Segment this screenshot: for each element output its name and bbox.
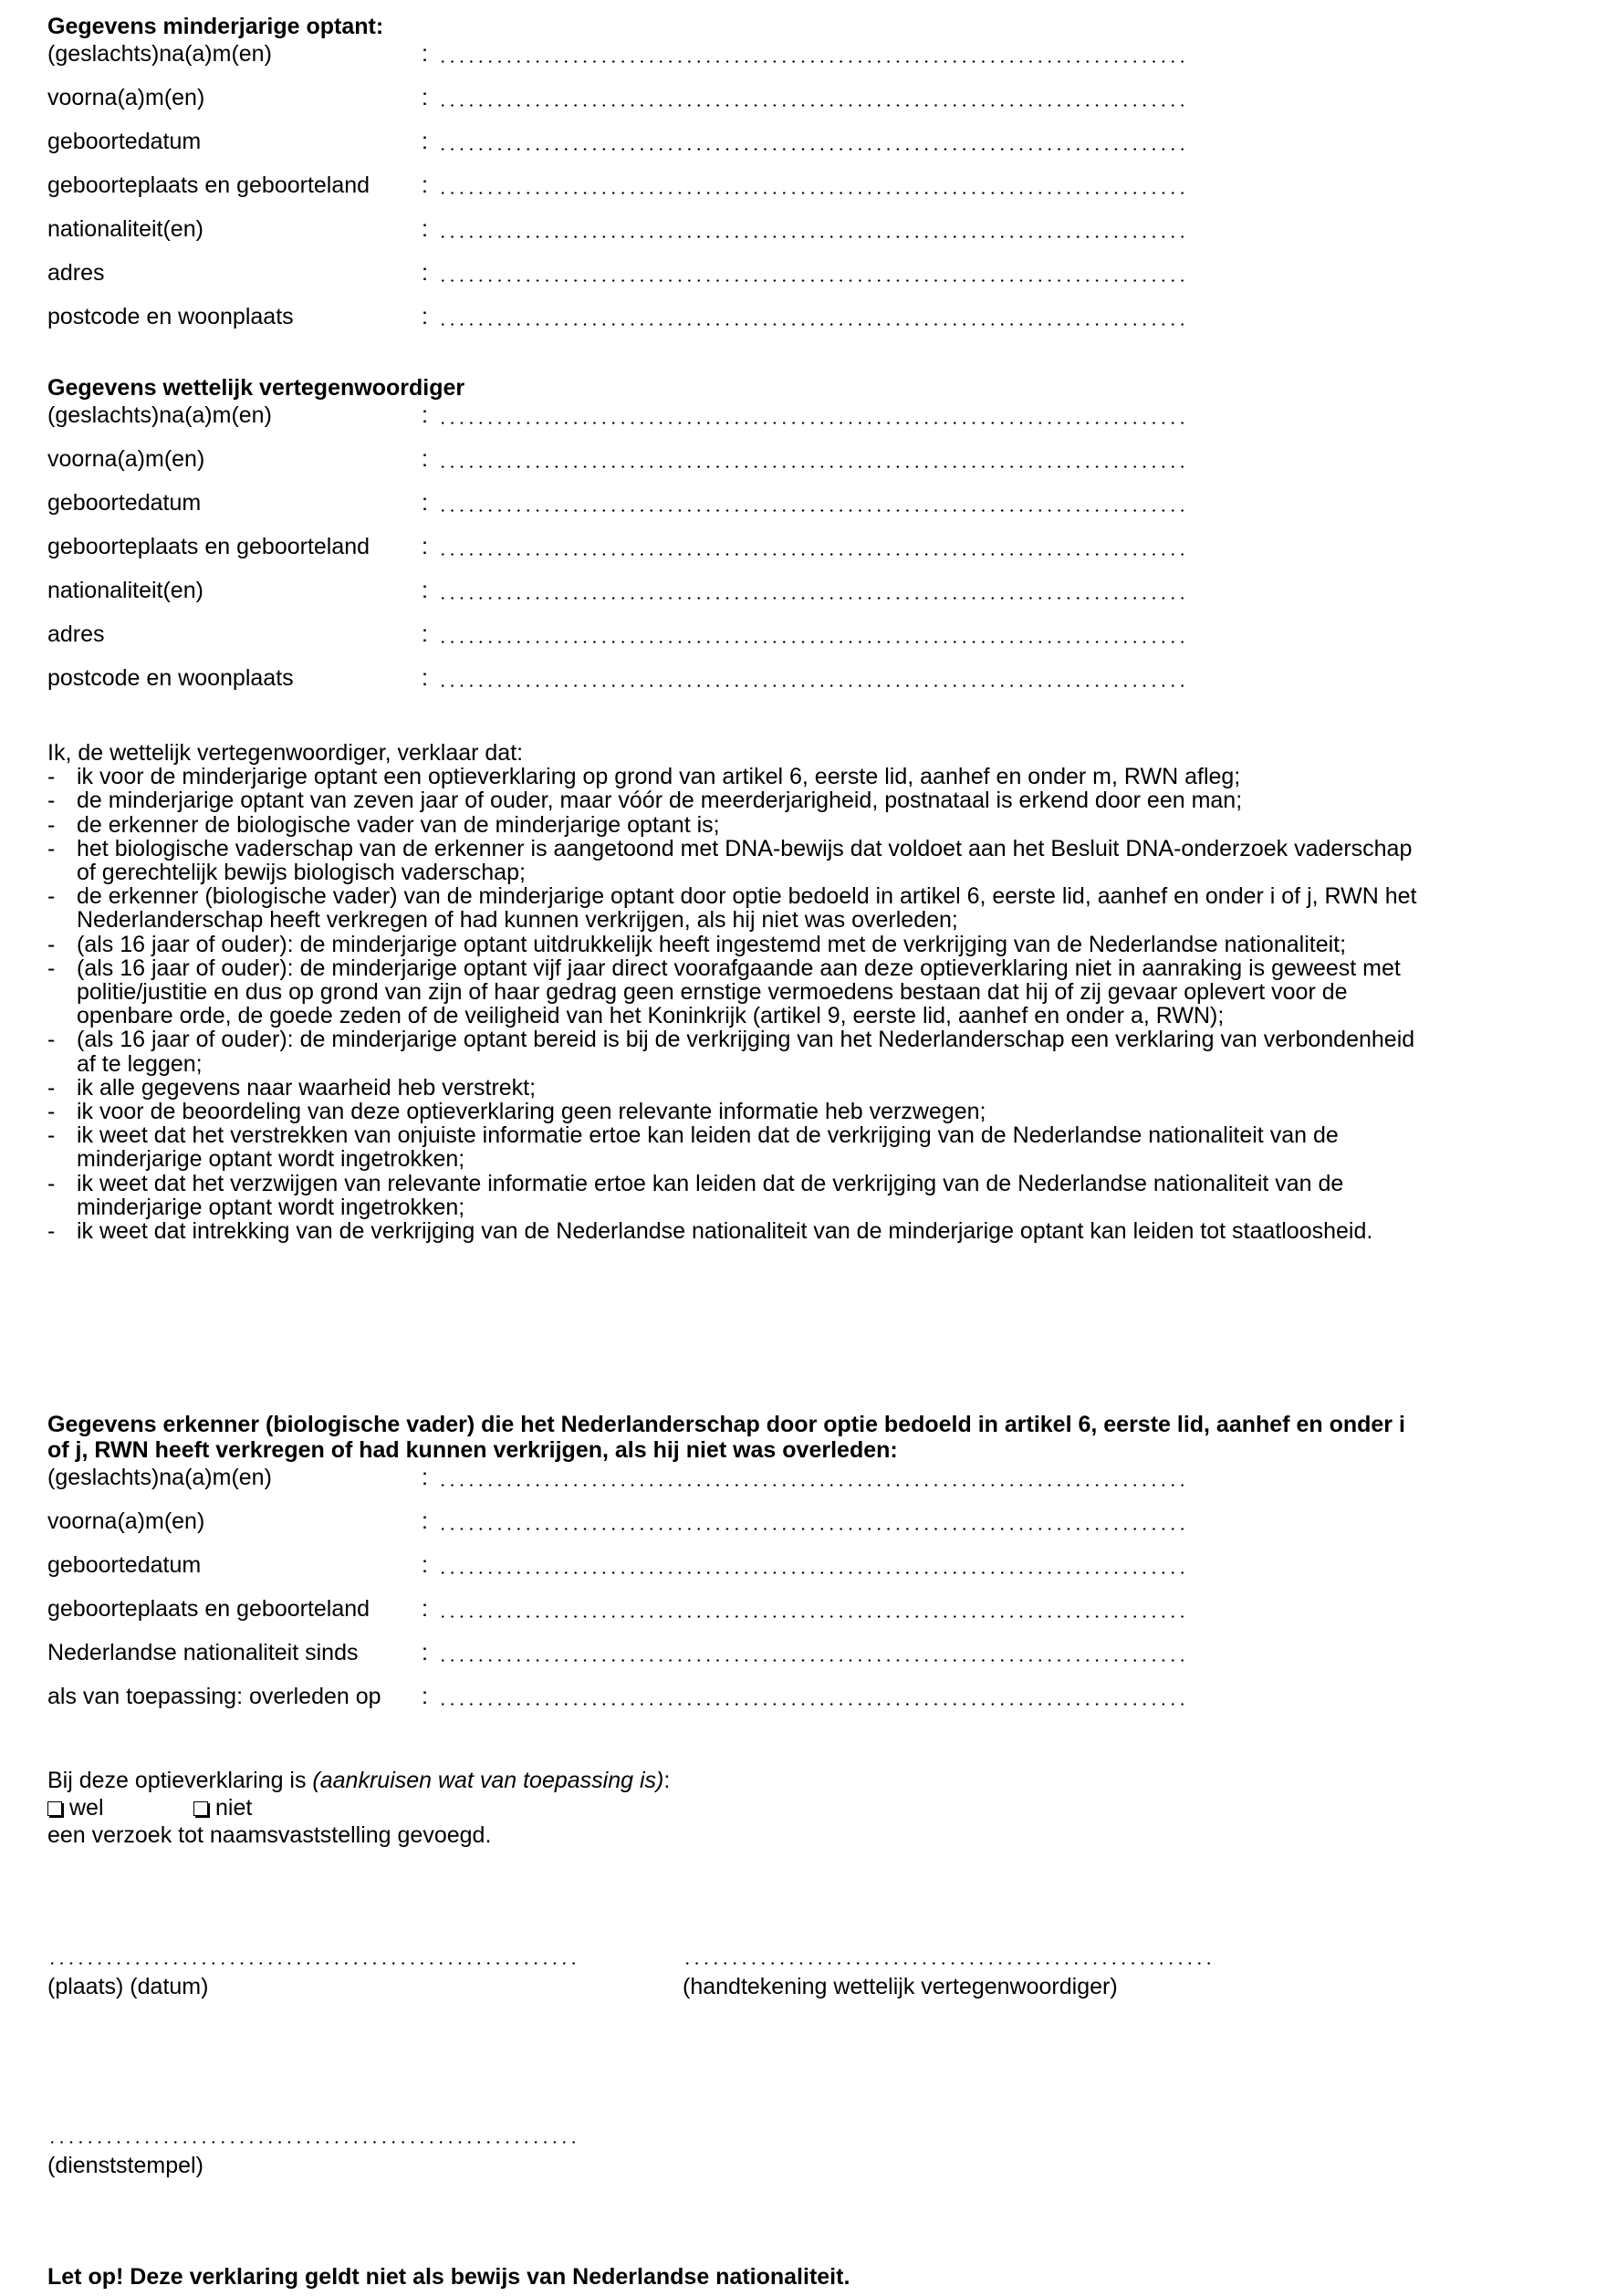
declaration-intro: Ik, de wettelijk vertegenwoordiger, verklaar dat: bbox=[47, 740, 524, 766]
minor-birthdate-field[interactable] bbox=[47, 128, 1197, 155]
field-label: adres bbox=[47, 621, 105, 647]
bullet-dash: - bbox=[47, 1122, 56, 1149]
rep-surname-field[interactable] bbox=[47, 402, 1197, 429]
minor-postcode-field[interactable] bbox=[47, 303, 1197, 330]
field-separator: : bbox=[422, 260, 428, 286]
bullet-dash: - bbox=[47, 1099, 56, 1125]
field-separator: : bbox=[422, 490, 428, 516]
place-date-label: (plaats) (datum) bbox=[47, 1974, 209, 1999]
father-surname-field[interactable] bbox=[47, 1464, 1197, 1491]
dotted-input-line[interactable] bbox=[438, 104, 1188, 107]
section-father-title-line1: Gegevens erkenner (biologische vader) die het Nederlanderschap door optie bedoeld in artikel 6, eerste lid, aanhef en onder i bbox=[47, 1412, 1405, 1437]
declaration-item bbox=[47, 1172, 1599, 1219]
field-separator: : bbox=[422, 665, 428, 691]
field-label: postcode en woonplaats bbox=[47, 304, 294, 329]
field-label: geboortedatum bbox=[47, 490, 202, 516]
bullet-dash: - bbox=[47, 1074, 56, 1101]
declaration-item-text: de erkenner (biologische vader) van de minderjarige optant door optie bedoeld in artikel 6, eerste lid, aanhef en onder i of j, RWN het Nederlanderschap heeft verkregen of had kunnen verkrijgen, als hij niet was overleden; bbox=[77, 883, 1417, 934]
father-deceased-on-field[interactable] bbox=[47, 1683, 1197, 1710]
section-representative-title: Gegevens wettelijk vertegenwoordiger bbox=[47, 375, 465, 401]
declaration-item bbox=[47, 1123, 1599, 1171]
field-separator: : bbox=[422, 172, 428, 198]
bullet-dash: - bbox=[47, 764, 56, 790]
declaration-item-text: het biologische vaderschap van de erkenner is aangetoond met DNA-bewijs dat voldoet aan het Besluit DNA-onderzoek vaderschap of gerechtelijk bewijs biologisch vaderschap; bbox=[77, 835, 1413, 886]
dotted-input-line[interactable] bbox=[438, 597, 1188, 600]
minor-firstnames-field[interactable] bbox=[47, 84, 1197, 111]
field-separator: : bbox=[422, 1640, 428, 1665]
field-separator: : bbox=[422, 1508, 428, 1534]
bullet-dash: - bbox=[47, 1218, 56, 1245]
rep-birthplace-field[interactable] bbox=[47, 533, 1197, 560]
declaration-item bbox=[47, 933, 1599, 956]
minor-birthplace-field[interactable] bbox=[47, 172, 1197, 199]
field-separator: : bbox=[422, 402, 428, 428]
field-label: (geslachts)na(a)m(en) bbox=[47, 1465, 272, 1490]
bullet-dash: - bbox=[47, 931, 56, 957]
stamp-line[interactable] bbox=[47, 2141, 581, 2144]
field-label: voorna(a)m(en) bbox=[47, 446, 205, 472]
declaration-item bbox=[47, 813, 1599, 837]
field-label: (geslachts)na(a)m(en) bbox=[47, 41, 272, 67]
dotted-input-line[interactable] bbox=[438, 641, 1188, 643]
dotted-input-line[interactable] bbox=[438, 279, 1188, 282]
bullet-dash: - bbox=[47, 1027, 56, 1053]
field-label: geboorteplaats en geboorteland bbox=[47, 172, 370, 198]
name-request-closing: een verzoek tot naamsvaststelling gevoegd. bbox=[47, 1822, 492, 1848]
field-separator: : bbox=[422, 446, 428, 472]
rep-address-field[interactable] bbox=[47, 621, 1197, 648]
rep-birthdate-field[interactable] bbox=[47, 489, 1197, 517]
rep-firstnames-field[interactable] bbox=[47, 445, 1197, 473]
section-father-title-line2: of j, RWN heeft verkregen of had kunnen verkrijgen, als hij niet was overleden: bbox=[47, 1437, 898, 1463]
checkbox-niet[interactable] bbox=[193, 1794, 252, 1821]
minor-surname-field[interactable] bbox=[47, 40, 1197, 68]
place-date-line[interactable] bbox=[47, 1962, 581, 1965]
declaration-item-text: de minderjarige optant van zeven jaar of ouder, maar vóór de meerderjarigheid, postnataal is erkend door een man; bbox=[77, 788, 1243, 814]
stamp-label: (dienststempel) bbox=[47, 2153, 203, 2178]
declaration-item-text: ik weet dat het verstrekken van onjuiste informatie ertoe kan leiden dat de verkrijging van de Nederlandse nationaliteit van de minderjarige optant wordt ingetrokken; bbox=[77, 1122, 1339, 1173]
rep-nationality-field[interactable] bbox=[47, 577, 1197, 604]
field-separator: : bbox=[422, 578, 428, 603]
dotted-input-line[interactable] bbox=[438, 1484, 1188, 1487]
field-label: Nederlandse nationaliteit sinds bbox=[47, 1640, 359, 1665]
father-birthplace-field[interactable] bbox=[47, 1595, 1197, 1623]
dotted-input-line[interactable] bbox=[438, 509, 1188, 512]
name-request-prefix: Bij deze optieverklaring is bbox=[47, 1768, 313, 1793]
dotted-input-line[interactable] bbox=[438, 1615, 1188, 1618]
declaration bbox=[47, 741, 1599, 1243]
father-birthdate-field[interactable] bbox=[47, 1551, 1197, 1579]
declaration-item-text: ik voor de beoordeling van deze optieverklaring geen relevante informatie heb verzwegen; bbox=[77, 1099, 986, 1125]
declaration-item-text: ik weet dat het verzwijgen van relevante informatie ertoe kan leiden dat de verkrijging van de Nederlandse nationaliteit van de minderjarige optant wordt ingetrokken; bbox=[77, 1170, 1344, 1220]
minor-address-field[interactable] bbox=[47, 259, 1197, 287]
dotted-input-line[interactable] bbox=[438, 684, 1188, 687]
bullet-dash: - bbox=[47, 1170, 56, 1196]
field-separator: : bbox=[422, 41, 428, 67]
field-label: geboorteplaats en geboorteland bbox=[47, 534, 370, 559]
declaration-item-text: (als 16 jaar of ouder): de minderjarige optant uitdrukkelijk heeft ingestemd met de verkrijging van de Nederlandse nationaliteit; bbox=[77, 931, 1347, 957]
field-label: (geslachts)na(a)m(en) bbox=[47, 402, 272, 428]
section-minor-title: Gegevens minderjarige optant: bbox=[47, 14, 384, 39]
declaration-item-text: (als 16 jaar of ouder): de minderjarige optant vijf jaar direct voorafgaande aan deze optieverklaring niet in aanraking is geweest met politie/justitie en dus op grond van zijn of haar gedrag geen ernstige vermoedens bestaan dat hij of zij gevaar oplevert voor de openbare orde, de goede zeden of de veiligheid van het Koninkrijk (artikel 9, eerste lid, aanhef en onder a, RWN); bbox=[77, 955, 1401, 1029]
field-separator: : bbox=[422, 621, 428, 647]
field-label: postcode en woonplaats bbox=[47, 665, 294, 691]
footer-notice: Let op! Deze verklaring geldt niet als bewijs van Nederlandse nationaliteit. bbox=[47, 2264, 850, 2290]
father-dutch-nationality-since-field[interactable] bbox=[47, 1639, 1197, 1666]
minor-nationality-field[interactable] bbox=[47, 215, 1197, 243]
field-label: geboorteplaats en geboorteland bbox=[47, 1596, 370, 1622]
field-label: als van toepassing: overleden op bbox=[47, 1684, 381, 1709]
checkbox-wel[interactable] bbox=[47, 1794, 104, 1821]
field-label: geboortedatum bbox=[47, 129, 202, 154]
name-request-instruction: (aankruisen wat van toepassing is) bbox=[312, 1768, 664, 1793]
field-label: voorna(a)m(en) bbox=[47, 1508, 205, 1534]
dotted-input-line[interactable] bbox=[438, 1703, 1188, 1706]
declaration-item bbox=[47, 1100, 1599, 1123]
field-separator: : bbox=[422, 304, 428, 329]
declaration-item bbox=[47, 1219, 1599, 1243]
declaration-item bbox=[47, 884, 1599, 932]
dotted-input-line[interactable] bbox=[438, 1659, 1188, 1662]
field-separator: : bbox=[422, 85, 428, 110]
bullet-dash: - bbox=[47, 955, 56, 981]
field-label: adres bbox=[47, 260, 105, 286]
field-label: nationaliteit(en) bbox=[47, 578, 203, 603]
field-label: geboortedatum bbox=[47, 1552, 202, 1578]
signature-line[interactable] bbox=[683, 1962, 1216, 1965]
bullet-dash: - bbox=[47, 788, 56, 814]
checkbox-wel-label: wel bbox=[69, 1795, 104, 1821]
field-separator: : bbox=[422, 216, 428, 242]
field-separator: : bbox=[422, 129, 428, 154]
dotted-input-line[interactable] bbox=[438, 192, 1188, 194]
field-separator: : bbox=[422, 1552, 428, 1578]
dotted-input-line[interactable] bbox=[438, 422, 1188, 424]
dotted-input-line[interactable] bbox=[438, 148, 1188, 151]
field-label: voorna(a)m(en) bbox=[47, 85, 205, 110]
dotted-input-line[interactable] bbox=[438, 1571, 1188, 1574]
dotted-input-line[interactable] bbox=[438, 235, 1188, 238]
declaration-item-text: ik weet dat intrekking van de verkrijging van de Nederlandse nationaliteit van de minderjarige optant kan leiden tot staatloosheid. bbox=[77, 1218, 1373, 1245]
dotted-input-line[interactable] bbox=[438, 60, 1188, 63]
checkbox-niet-label: niet bbox=[215, 1795, 253, 1821]
bullet-dash: - bbox=[47, 835, 56, 861]
checkbox-icon[interactable] bbox=[193, 1801, 208, 1816]
dotted-input-line[interactable] bbox=[438, 465, 1188, 468]
dotted-input-line[interactable] bbox=[438, 553, 1188, 556]
field-separator: : bbox=[422, 1465, 428, 1490]
declaration-item bbox=[47, 788, 1599, 812]
declaration-item-text: ik voor de minderjarige optant een optieverklaring op grond van artikel 6, eerste lid, aanhef en onder m, RWN afleg; bbox=[77, 764, 1241, 790]
declaration-item bbox=[47, 1076, 1599, 1100]
name-request-suffix: : bbox=[663, 1768, 671, 1793]
declaration-item-text: (als 16 jaar of ouder): de minderjarige optant bereid is bij de verkrijging van het Nederlanderschap een verklaring van verbondenheid af te leggen; bbox=[77, 1027, 1415, 1077]
father-firstnames-field[interactable] bbox=[47, 1508, 1197, 1535]
declaration-list bbox=[47, 765, 1599, 1243]
declaration-item bbox=[47, 765, 1599, 788]
name-request-question bbox=[47, 1767, 670, 1794]
declaration-item bbox=[47, 956, 1599, 1028]
declaration-item bbox=[47, 837, 1599, 884]
dotted-input-line[interactable] bbox=[438, 1528, 1188, 1530]
checkbox-icon[interactable] bbox=[47, 1801, 62, 1816]
dotted-input-line[interactable] bbox=[438, 323, 1188, 326]
field-label: nationaliteit(en) bbox=[47, 216, 203, 242]
declaration-item-text: de erkenner de biologische vader van de minderjarige optant is; bbox=[77, 811, 720, 838]
field-separator: : bbox=[422, 1684, 428, 1709]
signature-label: (handtekening wettelijk vertegenwoordiger) bbox=[683, 1974, 1118, 1999]
bullet-dash: - bbox=[47, 811, 56, 838]
field-separator: : bbox=[422, 1596, 428, 1622]
rep-postcode-field[interactable] bbox=[47, 664, 1197, 692]
declaration-item bbox=[47, 1028, 1599, 1075]
field-separator: : bbox=[422, 534, 428, 559]
bullet-dash: - bbox=[47, 883, 56, 910]
declaration-item-text: ik alle gegevens naar waarheid heb verstrekt; bbox=[77, 1074, 537, 1101]
